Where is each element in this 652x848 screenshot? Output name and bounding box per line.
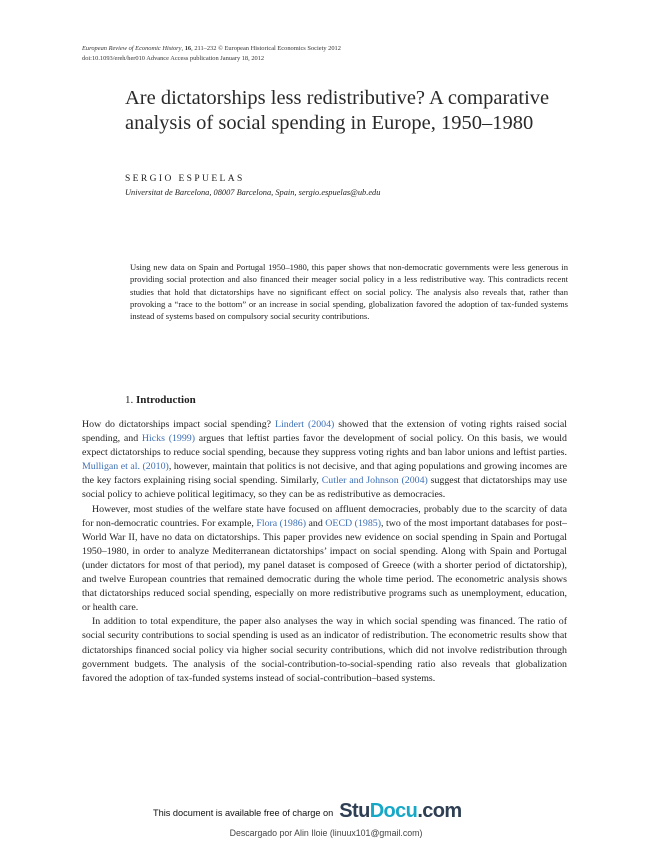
- author-name: SERGIO ESPUELAS: [125, 174, 245, 184]
- article-body: [82, 418, 567, 686]
- journal-name: European Review of Economic History: [82, 45, 182, 52]
- logo-dotcom: .com: [417, 800, 462, 822]
- text-run: How do dictatorships impact social spending?: [82, 419, 275, 430]
- paragraph-2: [82, 503, 567, 616]
- paragraph-3: In addition to total expenditure, the paper also analyses the way in which social spending was financed. The ratio of social security contributions to social spending is used as an indicator of redistribution. The econometric results show that dictatorships financed social policy via higher social security contributions, which did not involve redistribution through government budgets. The analysis of the social-contribution-to-social-spending ratio also reveals that globalization favored the adoption of tax-funded systems instead of social-contribution–based systems.: [82, 616, 567, 684]
- text-run: argues that leftist parties favor the development of social policy. On this basis, we would expect dictatorships to reduce social spending, because they suppress voting rights and ban labor unions and leftist parties.: [82, 433, 567, 459]
- advance-access: Advance Access publication January 18, 2012: [146, 54, 265, 62]
- studocu-banner[interactable]: [153, 799, 499, 821]
- journal-header: [82, 44, 341, 63]
- citation-link-cutler-johnson[interactable]: Cutler and Johnson (2004): [321, 475, 428, 487]
- text-run: suggest that dictatorships may use social policy to achieve political legitimacy, so they can be as redistributive as democracies.: [82, 475, 568, 501]
- section-heading: [125, 394, 196, 406]
- section-title: Introduction: [136, 394, 196, 406]
- text-run: However, most studies of the welfare state have focused on affluent democracies, probably due to the scarcity of data for non-democratic countries. For example,: [82, 503, 567, 529]
- citation-link-flora[interactable]: Flora (1986): [256, 517, 307, 529]
- journal-pages: 211–232: [194, 45, 217, 52]
- citation-link-mulligan[interactable]: Mulligan et al. (2010): [82, 461, 169, 473]
- text-run: and: [306, 517, 326, 529]
- downloaded-by-notice: Descargado por Alin Iloie (linuux101@gmail.com): [229, 828, 423, 838]
- logo-stu: Stu: [339, 800, 370, 822]
- text-run: showed that the extension of voting rights raised social spending, and: [82, 419, 567, 445]
- logo-docu: Docu: [369, 800, 418, 822]
- abstract: Using new data on Spain and Portugal 1950–1980, this paper shows that non-democratic governments were less generous in providing social protection and also financed their meager social policy in a less redistributive way. This contradicts recent studies that hold that dictatorships have no significant effect on social policy. The analysis also reveals that, rather than provoking a “race to the bottom” or an increase in social spending, globalization favored the adoption of tax-funded systems instead of systems based on compulsory social security contributions.: [130, 262, 568, 322]
- citation-link-hicks[interactable]: Hicks (1999): [141, 433, 196, 445]
- paragraph-1: [82, 418, 567, 503]
- journal-citation-line: European Review of Economic History, 16, 211–232 © European Historical Economics Society 2012: [82, 45, 341, 52]
- article-title: Are dictatorships less redistributive? A comparative analysis of social spending in Europe, 1950–1980: [125, 87, 550, 134]
- journal-doi-line: [82, 54, 341, 64]
- text-run: , however, maintain that politics is not decisive, and that aging populations and growing incomes are the key factors explaining rising social spending. Similarly,: [82, 461, 567, 487]
- doi: doi:10.1093/ereh/her010: [82, 54, 146, 62]
- journal-copyright: © European Historical Economics Society 2012: [218, 45, 341, 52]
- studocu-logo[interactable]: [339, 801, 461, 821]
- journal-volume: 16: [184, 45, 192, 52]
- citation-link-oecd[interactable]: OECD (1985): [325, 517, 382, 529]
- availability-text: This document is available free of charge on: [153, 808, 334, 818]
- section-number: 1.: [125, 394, 134, 406]
- author-affiliation: Universitat de Barcelona, 08007 Barcelona, Spain, sergio.espuelas@ub.edu: [125, 188, 381, 197]
- citation-link-lindert[interactable]: Lindert (2004): [274, 419, 335, 430]
- text-run: , two of the most important databases for post–World War II, have no data on dictatorships. This paper provides new evidence on social spending in Spain and Portugal 1950–1980, in order to analyze Mediterranean dictatorships’ impact on social spending. Along with Spain and Portugal (under dictators for most of that period), my panel dataset is composed of Greece (with a shorter period of dictatorship), and twelve European countries that remained democratic during the whole time period. The econometric analysis shows that dictatorships reduced social spending, especially on more redistributive programs such as unemployment, education, or health care.: [82, 517, 567, 614]
